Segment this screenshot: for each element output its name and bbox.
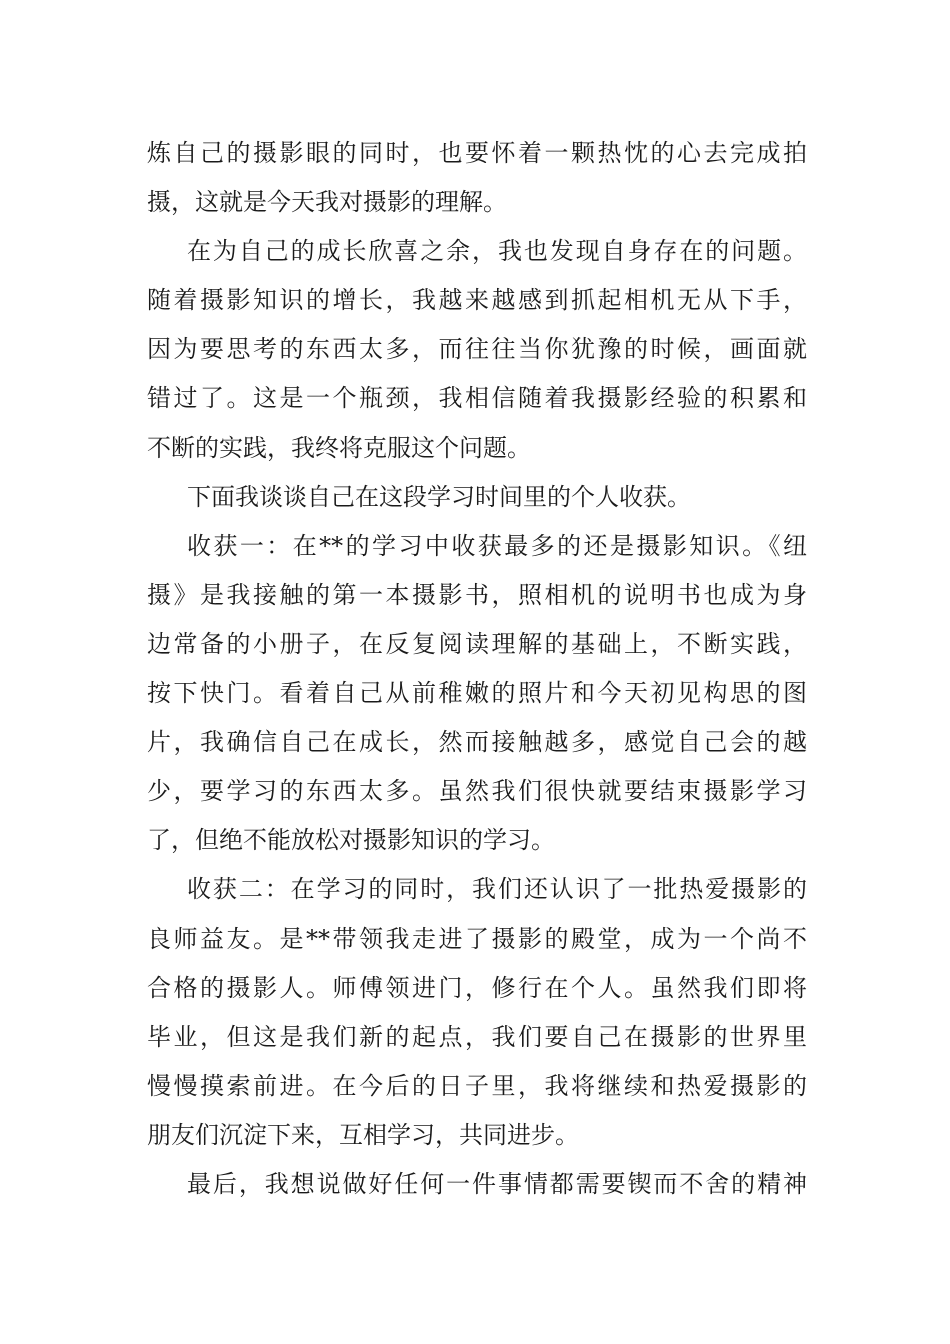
paragraph-start-line: 下面我谈谈自己在这段学习时间里的个人收获。	[187, 482, 691, 511]
text-line: 了，但绝不能放松对摄影知识的学习。	[147, 826, 555, 855]
text-line: 随着摄影知识的增长，我越来越感到抓起相机无从下手，	[147, 286, 807, 315]
text-line: 错过了。这是一个瓶颈，我相信随着我摄影经验的积累和	[147, 384, 807, 413]
text-line: 摄，这就是今天我对摄影的理解。	[147, 188, 507, 217]
text-line: 慢慢摸索前进。在今后的日子里，我将继续和热爱摄影的	[147, 1071, 807, 1100]
text-line: 良师益友。是**带领我走进了摄影的殿堂，成为一个尚不	[147, 924, 807, 953]
text-line: 炼自己的摄影眼的同时，也要怀着一颗热忱的心去完成拍	[147, 139, 807, 167]
paragraph-start-line: 收获一：在**的学习中收获最多的还是摄影知识。《纽	[187, 531, 807, 560]
text-line: 少，要学习的东西太多。虽然我们很快就要结束摄影学习	[147, 777, 807, 806]
text-line: 摄》是我接触的第一本摄影书，照相机的说明书也成为身	[147, 580, 807, 609]
document-body	[147, 133, 807, 1213]
text-line: 因为要思考的东西太多，而往往当你犹豫的时候，画面就	[147, 335, 807, 364]
text-line: 合格的摄影人。师傅领进门，修行在个人。虽然我们即将	[147, 973, 807, 1002]
text-line: 按下快门。看着自己从前稚嫩的照片和今天初见构思的图	[147, 679, 807, 708]
paragraph-start-line: 在为自己的成长欣喜之余，我也发现自身存在的问题。	[187, 237, 807, 266]
paragraph-start-line: 最后，我想说做好任何一件事情都需要锲而不舍的精神	[187, 1169, 807, 1198]
text-line: 朋友们沉淀下来，互相学习，共同进步。	[147, 1120, 579, 1149]
text-line: 边常备的小册子，在反复阅读理解的基础上，不断实践，	[147, 629, 807, 658]
text-line: 片，我确信自己在成长，然而接触越多，感觉自己会的越	[147, 728, 807, 757]
paragraph-start-line: 收获二：在学习的同时，我们还认识了一批热爱摄影的	[187, 875, 807, 904]
text-line: 不断的实践，我终将克服这个问题。	[147, 433, 531, 462]
text-line: 毕业，但这是我们新的起点，我们要自己在摄影的世界里	[147, 1022, 807, 1051]
